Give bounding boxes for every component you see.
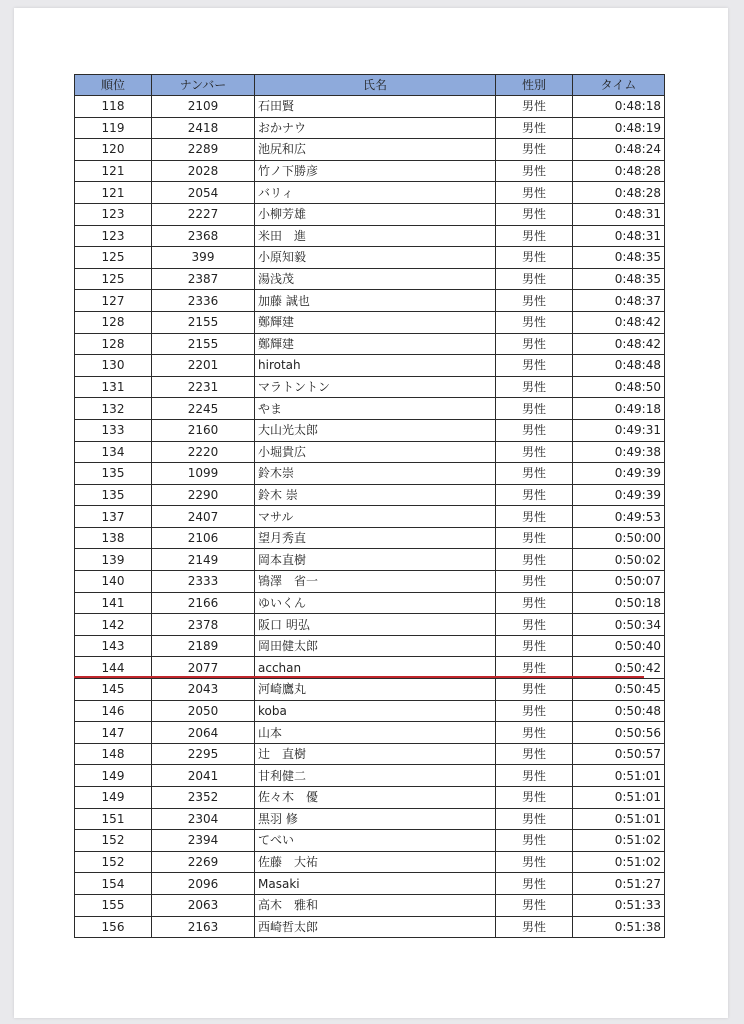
header-name: 氏名	[255, 75, 496, 96]
table-row	[75, 139, 665, 161]
cell-rank: 119	[75, 117, 152, 139]
cell-time: 0:50:40	[573, 635, 665, 657]
cell-time: 0:48:37	[573, 290, 665, 312]
table-row	[75, 463, 665, 485]
cell-gender: 男性	[496, 247, 573, 269]
table-row	[75, 830, 665, 852]
cell-rank: 152	[75, 851, 152, 873]
table-row	[75, 290, 665, 312]
cell-number: 2149	[152, 549, 255, 571]
cell-number: 2054	[152, 182, 255, 204]
cell-time: 0:48:50	[573, 376, 665, 398]
cell-name: 池尻和広	[255, 139, 496, 161]
cell-time: 0:48:19	[573, 117, 665, 139]
cell-gender: 男性	[496, 916, 573, 938]
cell-time: 0:49:39	[573, 463, 665, 485]
cell-gender: 男性	[496, 117, 573, 139]
header-rank: 順位	[75, 75, 152, 96]
header-number: ナンバー	[152, 75, 255, 96]
highlight-underline	[74, 676, 644, 678]
cell-rank: 130	[75, 355, 152, 377]
cell-name: 鄭輝建	[255, 311, 496, 333]
cell-time: 0:48:18	[573, 96, 665, 118]
cell-gender: 男性	[496, 419, 573, 441]
cell-gender: 男性	[496, 333, 573, 355]
cell-name: 鈴木 崇	[255, 484, 496, 506]
cell-gender: 男性	[496, 376, 573, 398]
cell-name: 湯浅茂	[255, 268, 496, 290]
table-row	[75, 247, 665, 269]
cell-name: 小柳芳雄	[255, 203, 496, 225]
cell-name: 辻 直樹	[255, 743, 496, 765]
cell-gender: 男性	[496, 225, 573, 247]
cell-number: 2231	[152, 376, 255, 398]
cell-number: 2166	[152, 592, 255, 614]
cell-rank: 149	[75, 765, 152, 787]
cell-time: 0:49:31	[573, 419, 665, 441]
cell-rank: 131	[75, 376, 152, 398]
cell-time: 0:50:48	[573, 700, 665, 722]
cell-name: 佐藤 大祐	[255, 851, 496, 873]
cell-number: 2041	[152, 765, 255, 787]
cell-rank: 148	[75, 743, 152, 765]
table-row	[75, 117, 665, 139]
cell-number: 2050	[152, 700, 255, 722]
cell-gender: 男性	[496, 96, 573, 118]
cell-name: 岡田健太郎	[255, 635, 496, 657]
cell-time: 0:48:24	[573, 139, 665, 161]
cell-number: 2378	[152, 614, 255, 636]
cell-name: acchan	[255, 657, 496, 679]
cell-name: 阪口 明弘	[255, 614, 496, 636]
table-row	[75, 311, 665, 333]
cell-gender: 男性	[496, 527, 573, 549]
cell-number: 2160	[152, 419, 255, 441]
cell-gender: 男性	[496, 851, 573, 873]
cell-name: 山本	[255, 722, 496, 744]
cell-time: 0:51:33	[573, 894, 665, 916]
cell-number: 2063	[152, 894, 255, 916]
cell-name: ゆいくん	[255, 592, 496, 614]
cell-time: 0:51:01	[573, 765, 665, 787]
cell-name: 河崎鷹丸	[255, 679, 496, 701]
cell-rank: 151	[75, 808, 152, 830]
cell-number: 2155	[152, 311, 255, 333]
table-row	[75, 851, 665, 873]
table-row	[75, 635, 665, 657]
cell-number: 2352	[152, 787, 255, 809]
cell-number: 2418	[152, 117, 255, 139]
cell-gender: 男性	[496, 614, 573, 636]
cell-number: 2109	[152, 96, 255, 118]
cell-gender: 男性	[496, 484, 573, 506]
table-row	[75, 916, 665, 938]
cell-rank: 145	[75, 679, 152, 701]
table-row	[75, 873, 665, 895]
cell-rank: 141	[75, 592, 152, 614]
cell-name: 小原知毅	[255, 247, 496, 269]
cell-time: 0:49:38	[573, 441, 665, 463]
cell-rank: 120	[75, 139, 152, 161]
cell-rank: 140	[75, 571, 152, 593]
cell-gender: 男性	[496, 894, 573, 916]
table-row	[75, 441, 665, 463]
cell-rank: 137	[75, 506, 152, 528]
cell-gender: 男性	[496, 441, 573, 463]
cell-gender: 男性	[496, 182, 573, 204]
cell-time: 0:48:31	[573, 225, 665, 247]
table-row	[75, 398, 665, 420]
cell-gender: 男性	[496, 808, 573, 830]
cell-rank: 135	[75, 484, 152, 506]
table-row	[75, 571, 665, 593]
cell-name: おかナウ	[255, 117, 496, 139]
cell-number: 2163	[152, 916, 255, 938]
cell-rank: 135	[75, 463, 152, 485]
table-header-row	[75, 75, 665, 96]
cell-gender: 男性	[496, 463, 573, 485]
cell-rank: 121	[75, 182, 152, 204]
cell-time: 0:48:35	[573, 268, 665, 290]
cell-gender: 男性	[496, 657, 573, 679]
cell-rank: 144	[75, 657, 152, 679]
cell-name: 鈴木崇	[255, 463, 496, 485]
cell-name: 石田賢	[255, 96, 496, 118]
table-row	[75, 484, 665, 506]
cell-time: 0:49:18	[573, 398, 665, 420]
cell-gender: 男性	[496, 830, 573, 852]
table-row	[75, 787, 665, 809]
cell-time: 0:50:56	[573, 722, 665, 744]
cell-rank: 132	[75, 398, 152, 420]
cell-gender: 男性	[496, 549, 573, 571]
cell-name: てべい	[255, 830, 496, 852]
cell-time: 0:51:38	[573, 916, 665, 938]
table-row	[75, 808, 665, 830]
cell-number: 2394	[152, 830, 255, 852]
table-row	[75, 182, 665, 204]
cell-name: 高木 雅和	[255, 894, 496, 916]
cell-number: 399	[152, 247, 255, 269]
cell-number: 2289	[152, 139, 255, 161]
cell-name: バリィ	[255, 182, 496, 204]
cell-name: 加藤 誠也	[255, 290, 496, 312]
cell-rank: 123	[75, 203, 152, 225]
table-row	[75, 225, 665, 247]
cell-gender: 男性	[496, 506, 573, 528]
cell-time: 0:50:45	[573, 679, 665, 701]
cell-number: 2269	[152, 851, 255, 873]
cell-time: 0:51:27	[573, 873, 665, 895]
table-row	[75, 96, 665, 118]
table-row	[75, 765, 665, 787]
cell-rank: 118	[75, 96, 152, 118]
table-row	[75, 722, 665, 744]
cell-rank: 128	[75, 311, 152, 333]
cell-rank: 155	[75, 894, 152, 916]
cell-number: 2336	[152, 290, 255, 312]
cell-rank: 138	[75, 527, 152, 549]
cell-rank: 125	[75, 268, 152, 290]
cell-name: 竹ノ下勝彦	[255, 160, 496, 182]
cell-time: 0:51:01	[573, 808, 665, 830]
results-table-container	[74, 74, 664, 938]
table-row	[75, 679, 665, 701]
cell-rank: 146	[75, 700, 152, 722]
cell-name: やま	[255, 398, 496, 420]
cell-rank: 139	[75, 549, 152, 571]
table-row	[75, 355, 665, 377]
cell-gender: 男性	[496, 679, 573, 701]
table-row	[75, 376, 665, 398]
cell-rank: 154	[75, 873, 152, 895]
cell-name: 岡本直樹	[255, 549, 496, 571]
cell-number: 2245	[152, 398, 255, 420]
cell-number: 2227	[152, 203, 255, 225]
table-row	[75, 203, 665, 225]
cell-name: 鴇澤 省一	[255, 571, 496, 593]
cell-name: 甘利健二	[255, 765, 496, 787]
cell-number: 2064	[152, 722, 255, 744]
cell-time: 0:50:02	[573, 549, 665, 571]
cell-time: 0:50:57	[573, 743, 665, 765]
cell-rank: 156	[75, 916, 152, 938]
cell-number: 2106	[152, 527, 255, 549]
cell-rank: 152	[75, 830, 152, 852]
cell-gender: 男性	[496, 268, 573, 290]
cell-rank: 134	[75, 441, 152, 463]
table-body	[75, 96, 665, 938]
cell-gender: 男性	[496, 398, 573, 420]
table-row	[75, 700, 665, 722]
cell-name: 大山光太郎	[255, 419, 496, 441]
table-row	[75, 549, 665, 571]
cell-time: 0:48:35	[573, 247, 665, 269]
cell-time: 0:51:01	[573, 787, 665, 809]
cell-gender: 男性	[496, 743, 573, 765]
cell-time: 0:50:42	[573, 657, 665, 679]
cell-gender: 男性	[496, 355, 573, 377]
table-row	[75, 592, 665, 614]
cell-rank: 143	[75, 635, 152, 657]
cell-gender: 男性	[496, 203, 573, 225]
cell-gender: 男性	[496, 700, 573, 722]
results-table	[74, 74, 665, 938]
table-row	[75, 614, 665, 636]
table-row	[75, 268, 665, 290]
cell-name: 西崎哲太郎	[255, 916, 496, 938]
cell-time: 0:50:00	[573, 527, 665, 549]
cell-gender: 男性	[496, 722, 573, 744]
cell-name: 米田 進	[255, 225, 496, 247]
cell-gender: 男性	[496, 571, 573, 593]
cell-gender: 男性	[496, 873, 573, 895]
cell-time: 0:48:42	[573, 333, 665, 355]
cell-time: 0:49:53	[573, 506, 665, 528]
table-row	[75, 160, 665, 182]
cell-name: 望月秀直	[255, 527, 496, 549]
cell-name: マサル	[255, 506, 496, 528]
cell-gender: 男性	[496, 787, 573, 809]
cell-time: 0:48:48	[573, 355, 665, 377]
cell-rank: 128	[75, 333, 152, 355]
cell-number: 2220	[152, 441, 255, 463]
cell-name: Masaki	[255, 873, 496, 895]
cell-name: マラトントン	[255, 376, 496, 398]
cell-number: 2290	[152, 484, 255, 506]
cell-time: 0:50:18	[573, 592, 665, 614]
cell-rank: 127	[75, 290, 152, 312]
cell-time: 0:50:34	[573, 614, 665, 636]
cell-rank: 142	[75, 614, 152, 636]
cell-name: 黒羽 修	[255, 808, 496, 830]
cell-number: 2407	[152, 506, 255, 528]
cell-number: 2155	[152, 333, 255, 355]
cell-rank: 123	[75, 225, 152, 247]
cell-time: 0:48:28	[573, 182, 665, 204]
cell-rank: 147	[75, 722, 152, 744]
cell-gender: 男性	[496, 765, 573, 787]
table-row	[75, 527, 665, 549]
cell-gender: 男性	[496, 160, 573, 182]
cell-number: 2368	[152, 225, 255, 247]
cell-time: 0:51:02	[573, 830, 665, 852]
cell-time: 0:48:42	[573, 311, 665, 333]
cell-gender: 男性	[496, 139, 573, 161]
cell-time: 0:48:31	[573, 203, 665, 225]
table-row	[75, 506, 665, 528]
table-row	[75, 333, 665, 355]
cell-time: 0:51:02	[573, 851, 665, 873]
cell-rank: 133	[75, 419, 152, 441]
cell-number: 2077	[152, 657, 255, 679]
cell-name: 鄭輝建	[255, 333, 496, 355]
cell-rank: 149	[75, 787, 152, 809]
table-row	[75, 894, 665, 916]
cell-number: 2333	[152, 571, 255, 593]
cell-name: 佐々木 優	[255, 787, 496, 809]
cell-number: 2304	[152, 808, 255, 830]
cell-name: hirotah	[255, 355, 496, 377]
header-gender: 性別	[496, 75, 573, 96]
cell-gender: 男性	[496, 592, 573, 614]
table-row	[75, 419, 665, 441]
cell-time: 0:50:07	[573, 571, 665, 593]
cell-gender: 男性	[496, 311, 573, 333]
cell-time: 0:49:39	[573, 484, 665, 506]
cell-time: 0:48:28	[573, 160, 665, 182]
cell-number: 2189	[152, 635, 255, 657]
cell-number: 1099	[152, 463, 255, 485]
cell-name: koba	[255, 700, 496, 722]
cell-rank: 121	[75, 160, 152, 182]
cell-name: 小堀貴広	[255, 441, 496, 463]
cell-number: 2201	[152, 355, 255, 377]
table-row	[75, 743, 665, 765]
header-time: タイム	[573, 75, 665, 96]
cell-gender: 男性	[496, 290, 573, 312]
cell-number: 2028	[152, 160, 255, 182]
cell-number: 2295	[152, 743, 255, 765]
cell-gender: 男性	[496, 635, 573, 657]
cell-rank: 125	[75, 247, 152, 269]
cell-number: 2043	[152, 679, 255, 701]
cell-number: 2096	[152, 873, 255, 895]
cell-number: 2387	[152, 268, 255, 290]
